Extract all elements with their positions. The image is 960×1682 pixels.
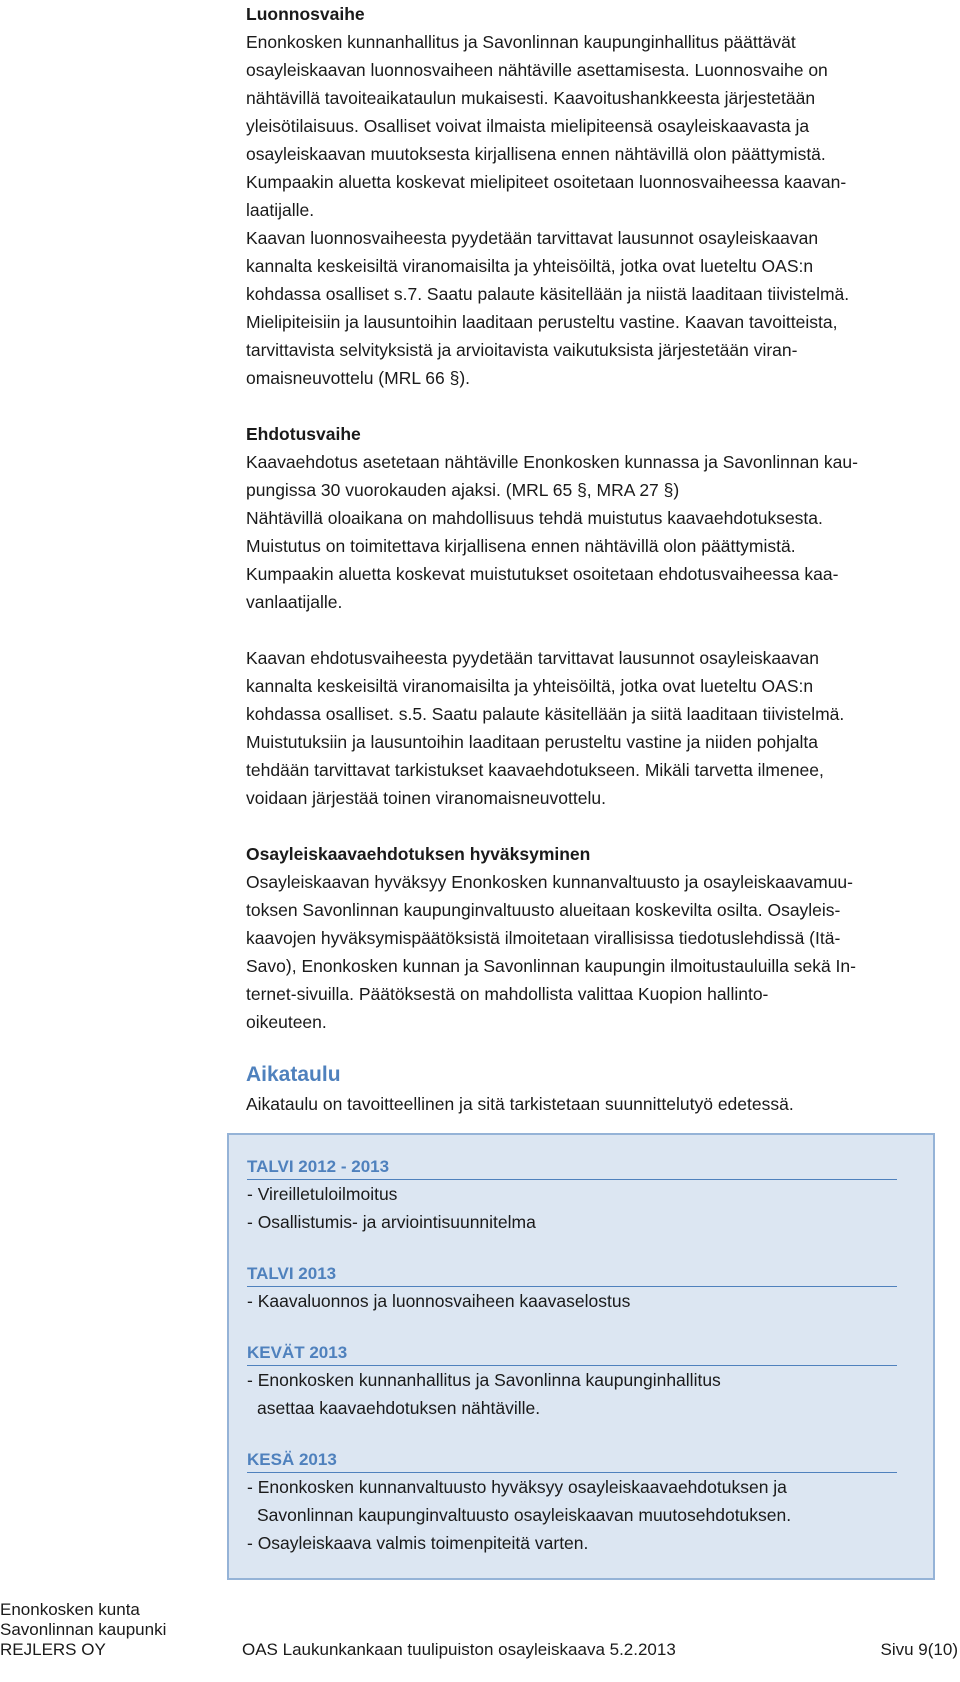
text-line: Muistutus on toimitettava kirjallisena ennen nähtävillä olon päättymistä. [246, 536, 796, 556]
footer-org: Savonlinnan kaupunki [0, 1620, 167, 1639]
text-line: pungissa 30 vuorokauden ajaksi. (MRL 65 §, MRA 27 §) [246, 480, 680, 500]
text-line: Nähtävillä oloaikana on mahdollisuus tehdä muistutus kaavaehdotuksesta. [246, 508, 823, 528]
text-line: Osayleiskaavan hyväksyy Enonkosken kunnanvaltuusto ja osayleiskaavamuu- [246, 872, 853, 892]
aikataulu-intro: Aikataulu on tavoitteellinen ja sitä tarkistetaan suunnittelutyö edetessä. [246, 1094, 794, 1114]
text-line: voidaan järjestää toinen viranomaisneuvottelu. [246, 788, 606, 808]
section-ehdotusvaihe [246, 420, 936, 812]
text-line: Kumpaakin aluetta koskevat muistutukset osoitetaan ehdotusvaiheessa kaa- [246, 564, 839, 584]
text-line: Kaavan ehdotusvaiheesta pyydetään tarvittavat lausunnot osayleiskaavan [246, 648, 820, 668]
schedule-item: - Enonkosken kunnanhallitus ja Savonlinna kaupunginhallitus [247, 1370, 721, 1390]
text-line: osayleiskaavan muutoksesta kirjallisena ennen nähtävillä olon päättymistä. [246, 144, 826, 164]
footer-document-title: OAS Laukunkankaan tuulipuiston osayleiskaava 5.2.2013 [242, 1640, 676, 1659]
schedule-period: KEVÄT 2013 [247, 1341, 897, 1366]
text-line: Kumpaakin aluetta koskevat mielipiteet osoitetaan luonnosvaiheessa kaavan- [246, 172, 847, 192]
schedule-item: Savonlinnan kaupunginvaltuusto osayleiskaavan muutosehdotuksen. [257, 1505, 792, 1525]
text-line: tehdään tarvittavat tarkistukset kaavaehdotukseen. Mikäli tarvetta ilmenee, [246, 760, 824, 780]
footer-org: Enonkosken kunta [0, 1600, 140, 1619]
section-text [246, 448, 936, 616]
text-line: Muistutuksiin ja lausuntoihin laaditaan perusteltu vastine ja niiden pohjalta [246, 732, 819, 752]
text-line: Kaavaehdotus asetetaan nähtäville Enonkosken kunnassa ja Savonlinnan kau- [246, 452, 858, 472]
spacer [246, 812, 936, 840]
schedule-list [247, 1155, 897, 1583]
schedule-period: KESÄ 2013 [247, 1448, 897, 1473]
schedule-item: asettaa kaavaehdotuksen nähtäville. [257, 1398, 541, 1418]
schedule-item: - Enonkosken kunnanvaltuusto hyväksyy osayleiskaavaehdotuksen ja [247, 1477, 787, 1497]
section-luonnosvaihe [246, 0, 936, 392]
footer-organizations [0, 1600, 166, 1660]
text-line: toksen Savonlinnan kaupunginvaltuusto alueitaan koskevilta osilta. Osayleis- [246, 900, 841, 920]
section-heading: Osayleiskaavaehdotuksen hyväksyminen [246, 844, 591, 864]
section-text [246, 644, 936, 812]
text-line: Enonkosken kunnanhallitus ja Savonlinnan kaupunginhallitus päättävät [246, 32, 796, 52]
text-line: Savo), Enonkosken kunnan ja Savonlinnan kaupungin ilmoitustauluilla sekä In- [246, 956, 856, 976]
schedule-group [247, 1448, 897, 1557]
text-line: omaisneuvottelu (MRL 66 §). [246, 368, 471, 388]
text-line: kannalta keskeisiltä viranomaisilta ja yhteisöiltä, jotka ovat lueteltu OAS:n [246, 256, 814, 276]
schedule-group [247, 1155, 897, 1236]
text-line: kaavojen hyväksymispäätöksistä ilmoitetaan virallisissa tiedotuslehdissä (Itä- [246, 928, 841, 948]
text-line: vanlaatijalle. [246, 592, 343, 612]
text-line: ternet-sivuilla. Päätöksestä on mahdollista valittaa Kuopion hallinto- [246, 984, 769, 1004]
text-line: kohdassa osalliset s.7. Saatu palaute käsitellään ja niistä laaditaan tiivistelmä. [246, 284, 850, 304]
section-text [246, 868, 936, 1036]
text-line: osayleiskaavan luonnosvaiheen nähtäville asettamisesta. Luonnosvaihe on [246, 60, 828, 80]
footer-org: REJLERS OY [0, 1640, 106, 1659]
footer-page-number: Sivu 9(10) [880, 1640, 958, 1659]
schedule-group [247, 1341, 897, 1422]
schedule-item: - Osallistumis- ja arviointisuunnitelma [247, 1212, 536, 1232]
aikataulu-title: Aikataulu [246, 1063, 341, 1086]
text-line: laatijalle. [246, 200, 315, 220]
spacer [246, 616, 936, 644]
schedule-item: - Kaavaluonnos ja luonnosvaiheen kaavaselostus [247, 1291, 631, 1311]
text-line: kannalta keskeisiltä viranomaisilta ja yhteisöiltä, jotka ovat lueteltu OAS:n [246, 676, 814, 696]
spacer [246, 392, 936, 420]
section-hyvaksyminen [246, 840, 936, 1036]
text-line: nähtävillä tavoiteaikataulun mukaisesti. Kaavoitushankkeesta järjestetään [246, 88, 816, 108]
schedule-period: TALVI 2013 [247, 1262, 897, 1287]
schedule-item: - Osayleiskaava valmis toimenpiteitä varten. [247, 1533, 589, 1553]
schedule-item: - Vireilletuloilmoitus [247, 1184, 398, 1204]
section-text [246, 28, 936, 392]
text-line: tarvittavista selvityksistä ja arvioitavista vaikutuksista järjestetään viran- [246, 340, 798, 360]
document-body [246, 0, 936, 1118]
schedule-group [247, 1262, 897, 1315]
text-line: oikeuteen. [246, 1012, 327, 1032]
section-heading: Ehdotusvaihe [246, 424, 361, 444]
text-line: kohdassa osalliset. s.5. Saatu palaute käsitellään ja siitä laaditaan tiivistelmä. [246, 704, 845, 724]
text-line: Kaavan luonnosvaiheesta pyydetään tarvittavat lausunnot osayleiskaavan [246, 228, 819, 248]
text-line: yleisötilaisuus. Osalliset voivat ilmaista mielipiteensä osayleiskaavasta ja [246, 116, 810, 136]
schedule-box [227, 1133, 935, 1580]
schedule-period: TALVI 2012 - 2013 [247, 1155, 897, 1180]
text-line: Mielipiteisiin ja lausuntoihin laaditaan perusteltu vastine. Kaavan tavoitteista, [246, 312, 838, 332]
section-heading: Luonnosvaihe [246, 4, 365, 24]
